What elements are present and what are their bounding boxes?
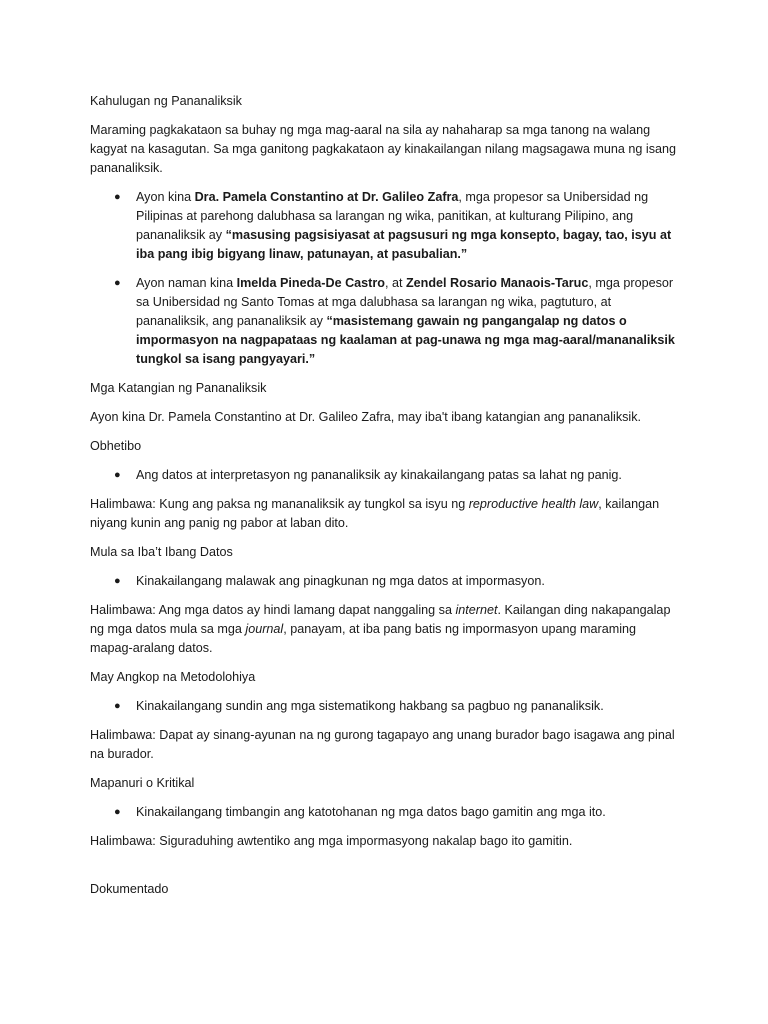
bullet-icon: ● (114, 700, 121, 712)
list-item: ● Kinakailangang timbangin ang katotohanan ng mga datos bago gamitin ang mga ito. (136, 803, 680, 822)
section-heading: Mula sa Iba’t Ibang Datos (90, 545, 233, 559)
authors: Imelda Pineda-De Castro (236, 276, 385, 290)
section-heading: Mga Katangian ng Pananaliksik (90, 381, 267, 395)
section-heading: Obhetibo (90, 439, 142, 453)
definition-quote: “masistemang gawain ng pangangalap ng datos o impormasyon na nagpapataas ng kaalaman at pag-unawa ng mga mag-aaral/mananaliksik tungkol sa isang pangyayari.” (136, 314, 675, 366)
authors: Dra. Pamela Constantino at Dr. Galileo Zafra (194, 190, 459, 204)
example-label: Halimbawa: (90, 728, 156, 742)
blank-line (90, 861, 680, 880)
example-paragraph: Halimbawa: Dapat ay sinang-ayunan na ng gurong tagapayo ang unang burador bago isagawa ang pinal na burador. (90, 728, 675, 761)
bullet-icon: ● (114, 806, 121, 818)
definitions-list (90, 188, 680, 369)
bullet-list (90, 803, 680, 822)
document-body (90, 92, 680, 909)
bullet-list (90, 466, 680, 485)
authors: Zendel Rosario Manaois-Taruc (405, 276, 589, 290)
intro-paragraph: Maraming pagkakataon sa buhay ng mga mag-aaral na sila ay nahaharap sa mga tanong na walang kagyat na kasagutan. Sa mga ganitong pagkakataon ay kinakailangan nilang magsagawa muna ng isang pananaliksik. (90, 123, 677, 175)
example-label: Halimbawa: (90, 497, 156, 511)
definition-item: ● Ayon kina Dra. Pamela Constantino at Dr. Galileo Zafra, mga propesor sa Unibersidad ng Pilipinas at parehong dalubhasa sa larangan ng wika, panitikan, at kulturang Pilipino, ang pananaliksik ay “masusing pagsisiyasat at pagsusuri ng mga konsepto, bagay, tao, isyu at iba pang ibig bigyang linaw, patunayan, at pasubalian.” (114, 190, 672, 261)
bullet-list (90, 572, 680, 591)
section-heading: Mapanuri o Kritikal (90, 776, 195, 790)
bullet-icon: ● (114, 277, 121, 289)
example-paragraph: Halimbawa: Siguraduhing awtentiko ang mga impormasyong nakalap bago ito gamitin. (90, 834, 573, 848)
definition-quote: “masusing pagsisiyasat at pagsusuri ng mga konsepto, bagay, tao, isyu at iba pang ibig bigyang linaw, patunayan, at pasubalian.” (136, 228, 672, 261)
definition-item: ● Ayon naman kina Imelda Pineda-De Castro, at Zendel Rosario Manaois-Taruc, mga propesor sa Unibersidad ng Santo Tomas at mga dalubhasa sa larangan ng wika, pagtuturo, at pananaliksik, ang pananaliksik ay “masistemang gawain ng pangangalap ng datos o impormasyon na nagpapataas ng kaalaman at pag-unawa ng mga mag-aaral/mananaliksik tungkol sa isang pangyayari.” (114, 276, 675, 366)
list-item: ● Kinakailangang malawak ang pinagkunan ng mga datos at impormasyon. (136, 572, 680, 591)
characteristics-intro: Ayon kina Dr. Pamela Constantino at Dr. Galileo Zafra, may iba't ibang katangian ang pananaliksik. (90, 410, 642, 424)
example-paragraph: Halimbawa: Kung ang paksa ng mananaliksik ay tungkol sa isyu ng reproductive health law, kailangan niyang kunin ang panig ng pabor at laban dito. (90, 497, 660, 530)
example-label: Halimbawa: (90, 834, 156, 848)
bullet-list (90, 697, 680, 716)
bullet-icon: ● (114, 191, 121, 203)
example-paragraph: Halimbawa: Ang mga datos ay hindi lamang dapat nanggaling sa internet. Kailangan ding nakapangalap ng mga datos mula sa mga journal, panayam, at iba pang batis ng impormasyon upang maraming mapag-aralang datos. (90, 603, 671, 655)
page-title: Kahulugan ng Pananaliksik (90, 94, 242, 108)
list-item: ● Kinakailangang sundin ang mga sistematikong hakbang sa pagbuo ng pananaliksik. (136, 697, 680, 716)
list-item: ● Ang datos at interpretasyon ng pananaliksik ay kinakailangang patas sa lahat ng panig. (136, 466, 680, 485)
bullet-icon: ● (114, 575, 121, 587)
example-label: Halimbawa: (90, 603, 156, 617)
section-heading: Dokumentado (90, 882, 169, 896)
bullet-icon: ● (114, 469, 121, 481)
section-heading: May Angkop na Metodolohiya (90, 670, 256, 684)
